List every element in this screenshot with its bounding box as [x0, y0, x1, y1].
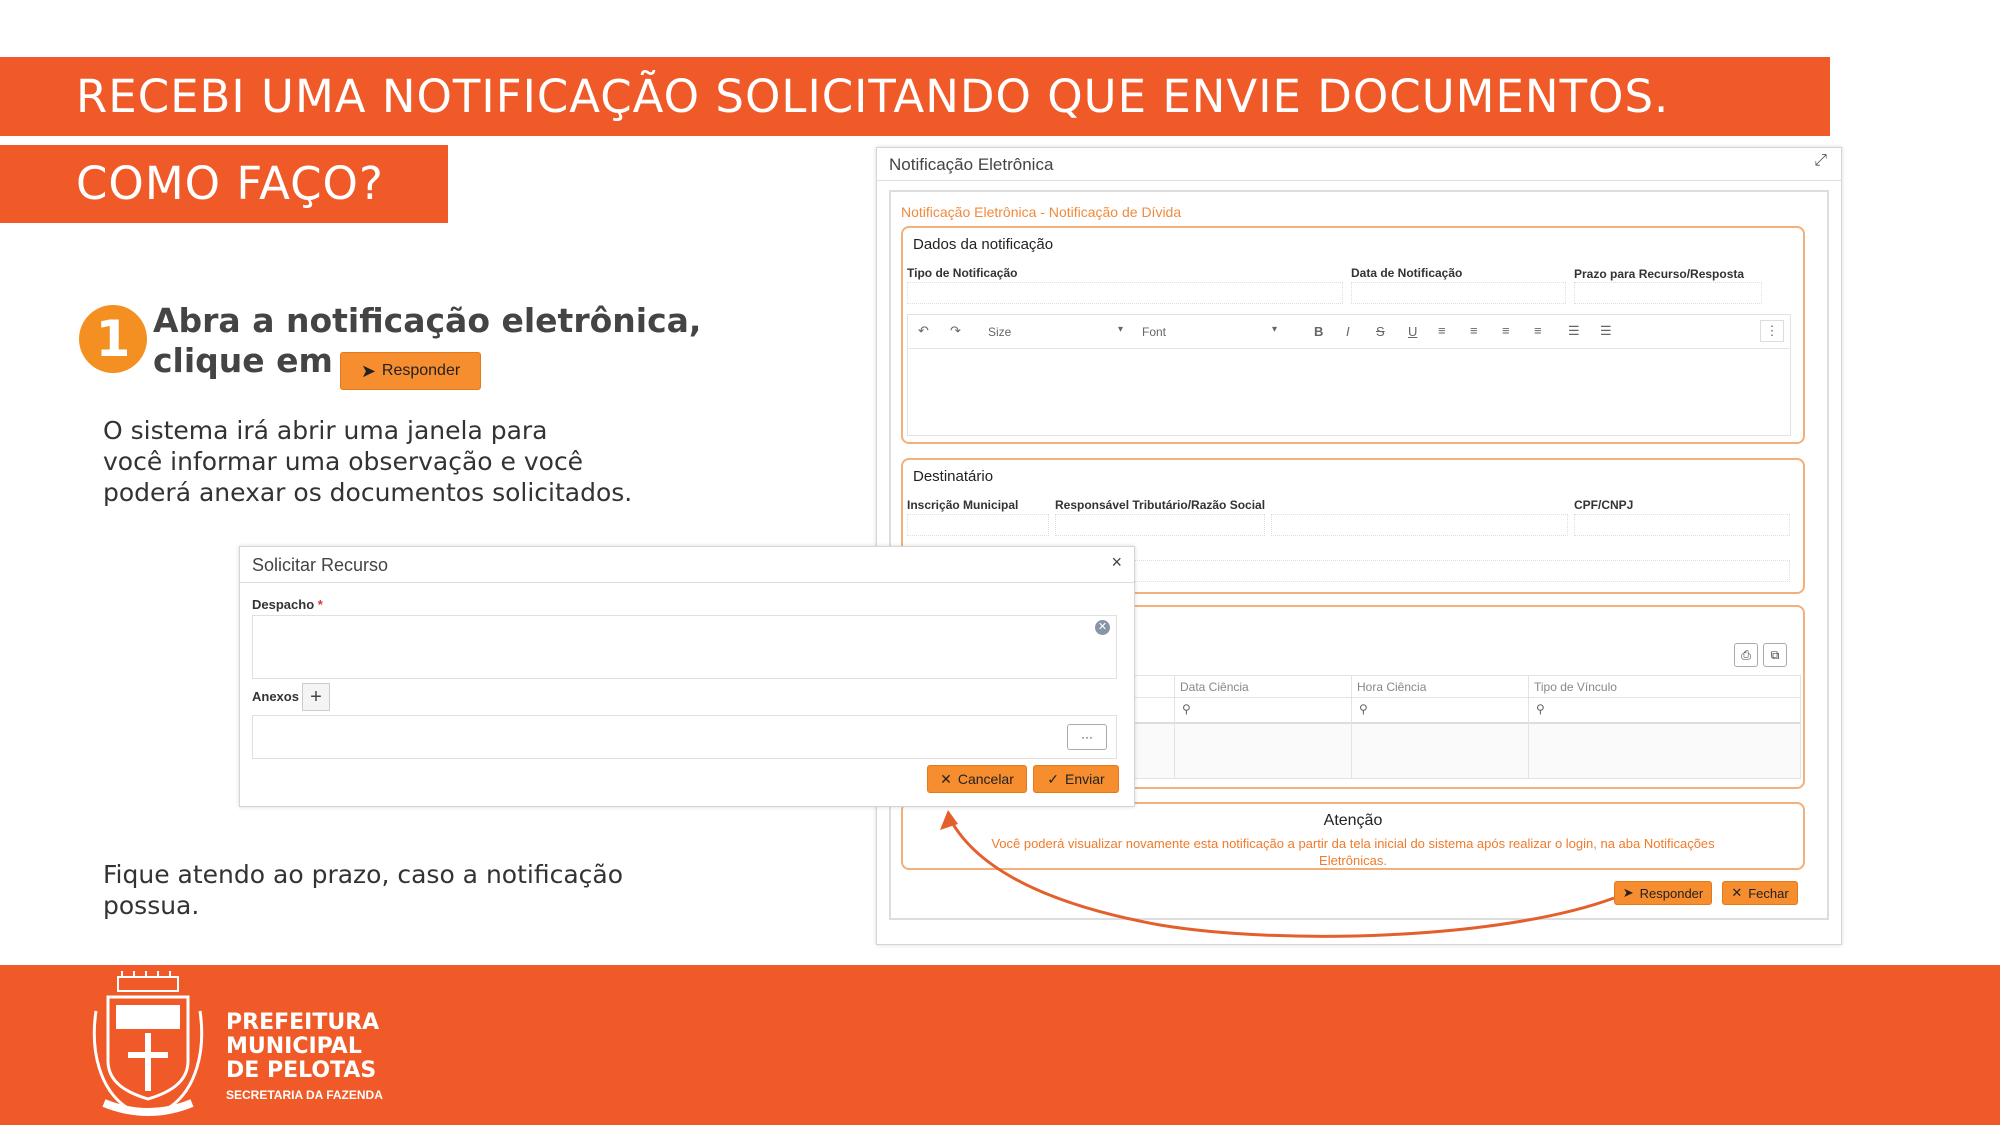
chevron-down-icon[interactable]: ▾: [1272, 324, 1278, 335]
column-header[interactable]: Hora Ciência: [1357, 680, 1427, 694]
instruction-line: O sistema irá abrir uma janela para: [103, 416, 548, 445]
notification-subtitle: Notificação Eletrônica - Notificação de Dívida: [901, 204, 1182, 220]
close-icon: ✕: [940, 770, 952, 787]
align-left-icon[interactable]: ≡: [1438, 323, 1446, 338]
despacho-label-text: Despacho: [252, 597, 315, 612]
fechar-label: Fechar: [1748, 885, 1789, 901]
instruction-line: poderá anexar os documentos solicitados.: [103, 478, 633, 507]
column-header[interactable]: Tipo de Vínculo: [1534, 680, 1617, 694]
footer-brand-line: MUNICIPAL: [226, 1034, 362, 1059]
instruction-line: você informar uma observação e você: [103, 447, 584, 476]
italic-button[interactable]: I: [1346, 324, 1350, 339]
footer: [0, 965, 2000, 1125]
search-icon[interactable]: ⚲: [1536, 702, 1545, 716]
data-label: Data de Notificação: [1351, 266, 1463, 280]
step-title-line1: Abra a notificação eletrônica,: [153, 301, 702, 340]
align-justify-icon[interactable]: ≡: [1534, 323, 1542, 338]
cpf-label: CPF/CNPJ: [1574, 498, 1634, 512]
close-icon[interactable]: ×: [1111, 552, 1122, 572]
unordered-list-icon[interactable]: ☰: [1600, 323, 1612, 338]
search-icon[interactable]: ⚲: [1182, 702, 1191, 716]
deadline-line: possua.: [103, 891, 200, 920]
responder-label: Responder: [381, 362, 461, 379]
redo-icon[interactable]: ↷: [950, 323, 961, 338]
atencao-title: Atenção: [1323, 812, 1383, 829]
chevron-down-icon[interactable]: ▾: [1118, 324, 1124, 335]
underline-button[interactable]: U: [1408, 324, 1418, 339]
bold-button[interactable]: B: [1314, 324, 1324, 339]
browse-button[interactable]: ···: [1067, 724, 1107, 750]
align-right-icon[interactable]: ≡: [1502, 323, 1510, 338]
city-seal-logo: [86, 971, 210, 1121]
expand-icon[interactable]: ⤢: [1814, 152, 1827, 169]
footer-brand-line: DE PELOTAS: [226, 1058, 377, 1083]
font-select[interactable]: Font: [1142, 325, 1167, 339]
title-banner-line1: RECEBI UMA NOTIFICAÇÃO SOLICITANDO QUE ENVIE DOCUMENTOS.: [0, 57, 1830, 136]
dialog-title: Solicitar Recurso: [252, 555, 389, 575]
enviar-label: Enviar: [1065, 771, 1105, 787]
size-select[interactable]: Size: [988, 325, 1012, 339]
print-icon[interactable]: ⎙: [1734, 643, 1758, 667]
inscricao-label: Inscrição Municipal: [907, 498, 1019, 512]
footer-subtitle: SECRETARIA DA FAZENDA: [226, 1088, 383, 1102]
clear-icon[interactable]: ✕: [1095, 620, 1110, 635]
strike-button[interactable]: S: [1376, 324, 1385, 339]
send-icon: ➤: [360, 360, 376, 381]
footer-brand: [226, 1011, 383, 1107]
export-icon[interactable]: ⧉: [1763, 643, 1787, 667]
deadline-line: Fique atendo ao prazo, caso a notificação: [103, 860, 624, 889]
prazo-label: Prazo para Recurso/Resposta: [1574, 267, 1745, 281]
destinatario-legend: Destinatário: [913, 468, 994, 485]
tipo-label: Tipo de Notificação: [907, 266, 1018, 280]
ordered-list-icon[interactable]: ☰: [1568, 323, 1580, 338]
responsavel-label: Responsável Tributário/Razão Social: [1055, 498, 1266, 512]
search-icon[interactable]: ⚲: [1359, 702, 1368, 716]
undo-icon[interactable]: ↶: [918, 323, 929, 338]
step-title-line2: clique em: [153, 341, 333, 380]
atencao-text: Você poderá visualizar novamente esta notificação a partir da tela inicial do sistema após realizar o login, na aba Notificações: [991, 836, 1715, 851]
send-icon: ➤: [1622, 885, 1634, 900]
close-icon: ✕: [1731, 885, 1743, 900]
required-marker: *: [317, 597, 323, 612]
atencao-text: Eletrônicas.: [1319, 853, 1387, 868]
align-center-icon[interactable]: ≡: [1470, 323, 1478, 338]
more-options-icon[interactable]: ⋮: [1760, 320, 1784, 342]
notification-window-title: Notificação Eletrônica: [889, 155, 1054, 174]
title-banner-line2: COMO FAÇO?: [0, 145, 448, 223]
check-icon: ✓: [1047, 770, 1060, 787]
responder-label: Responder: [1639, 885, 1704, 901]
footer-brand-line: PREFEITURA: [226, 1010, 380, 1035]
dados-legend: Dados da notificação: [913, 236, 1054, 253]
add-attachment-button[interactable]: +: [302, 683, 330, 711]
cancelar-label: Cancelar: [957, 771, 1014, 787]
anexos-label: Anexos: [252, 689, 299, 704]
column-header[interactable]: Data Ciência: [1180, 680, 1249, 694]
step-number: 1: [79, 305, 147, 373]
